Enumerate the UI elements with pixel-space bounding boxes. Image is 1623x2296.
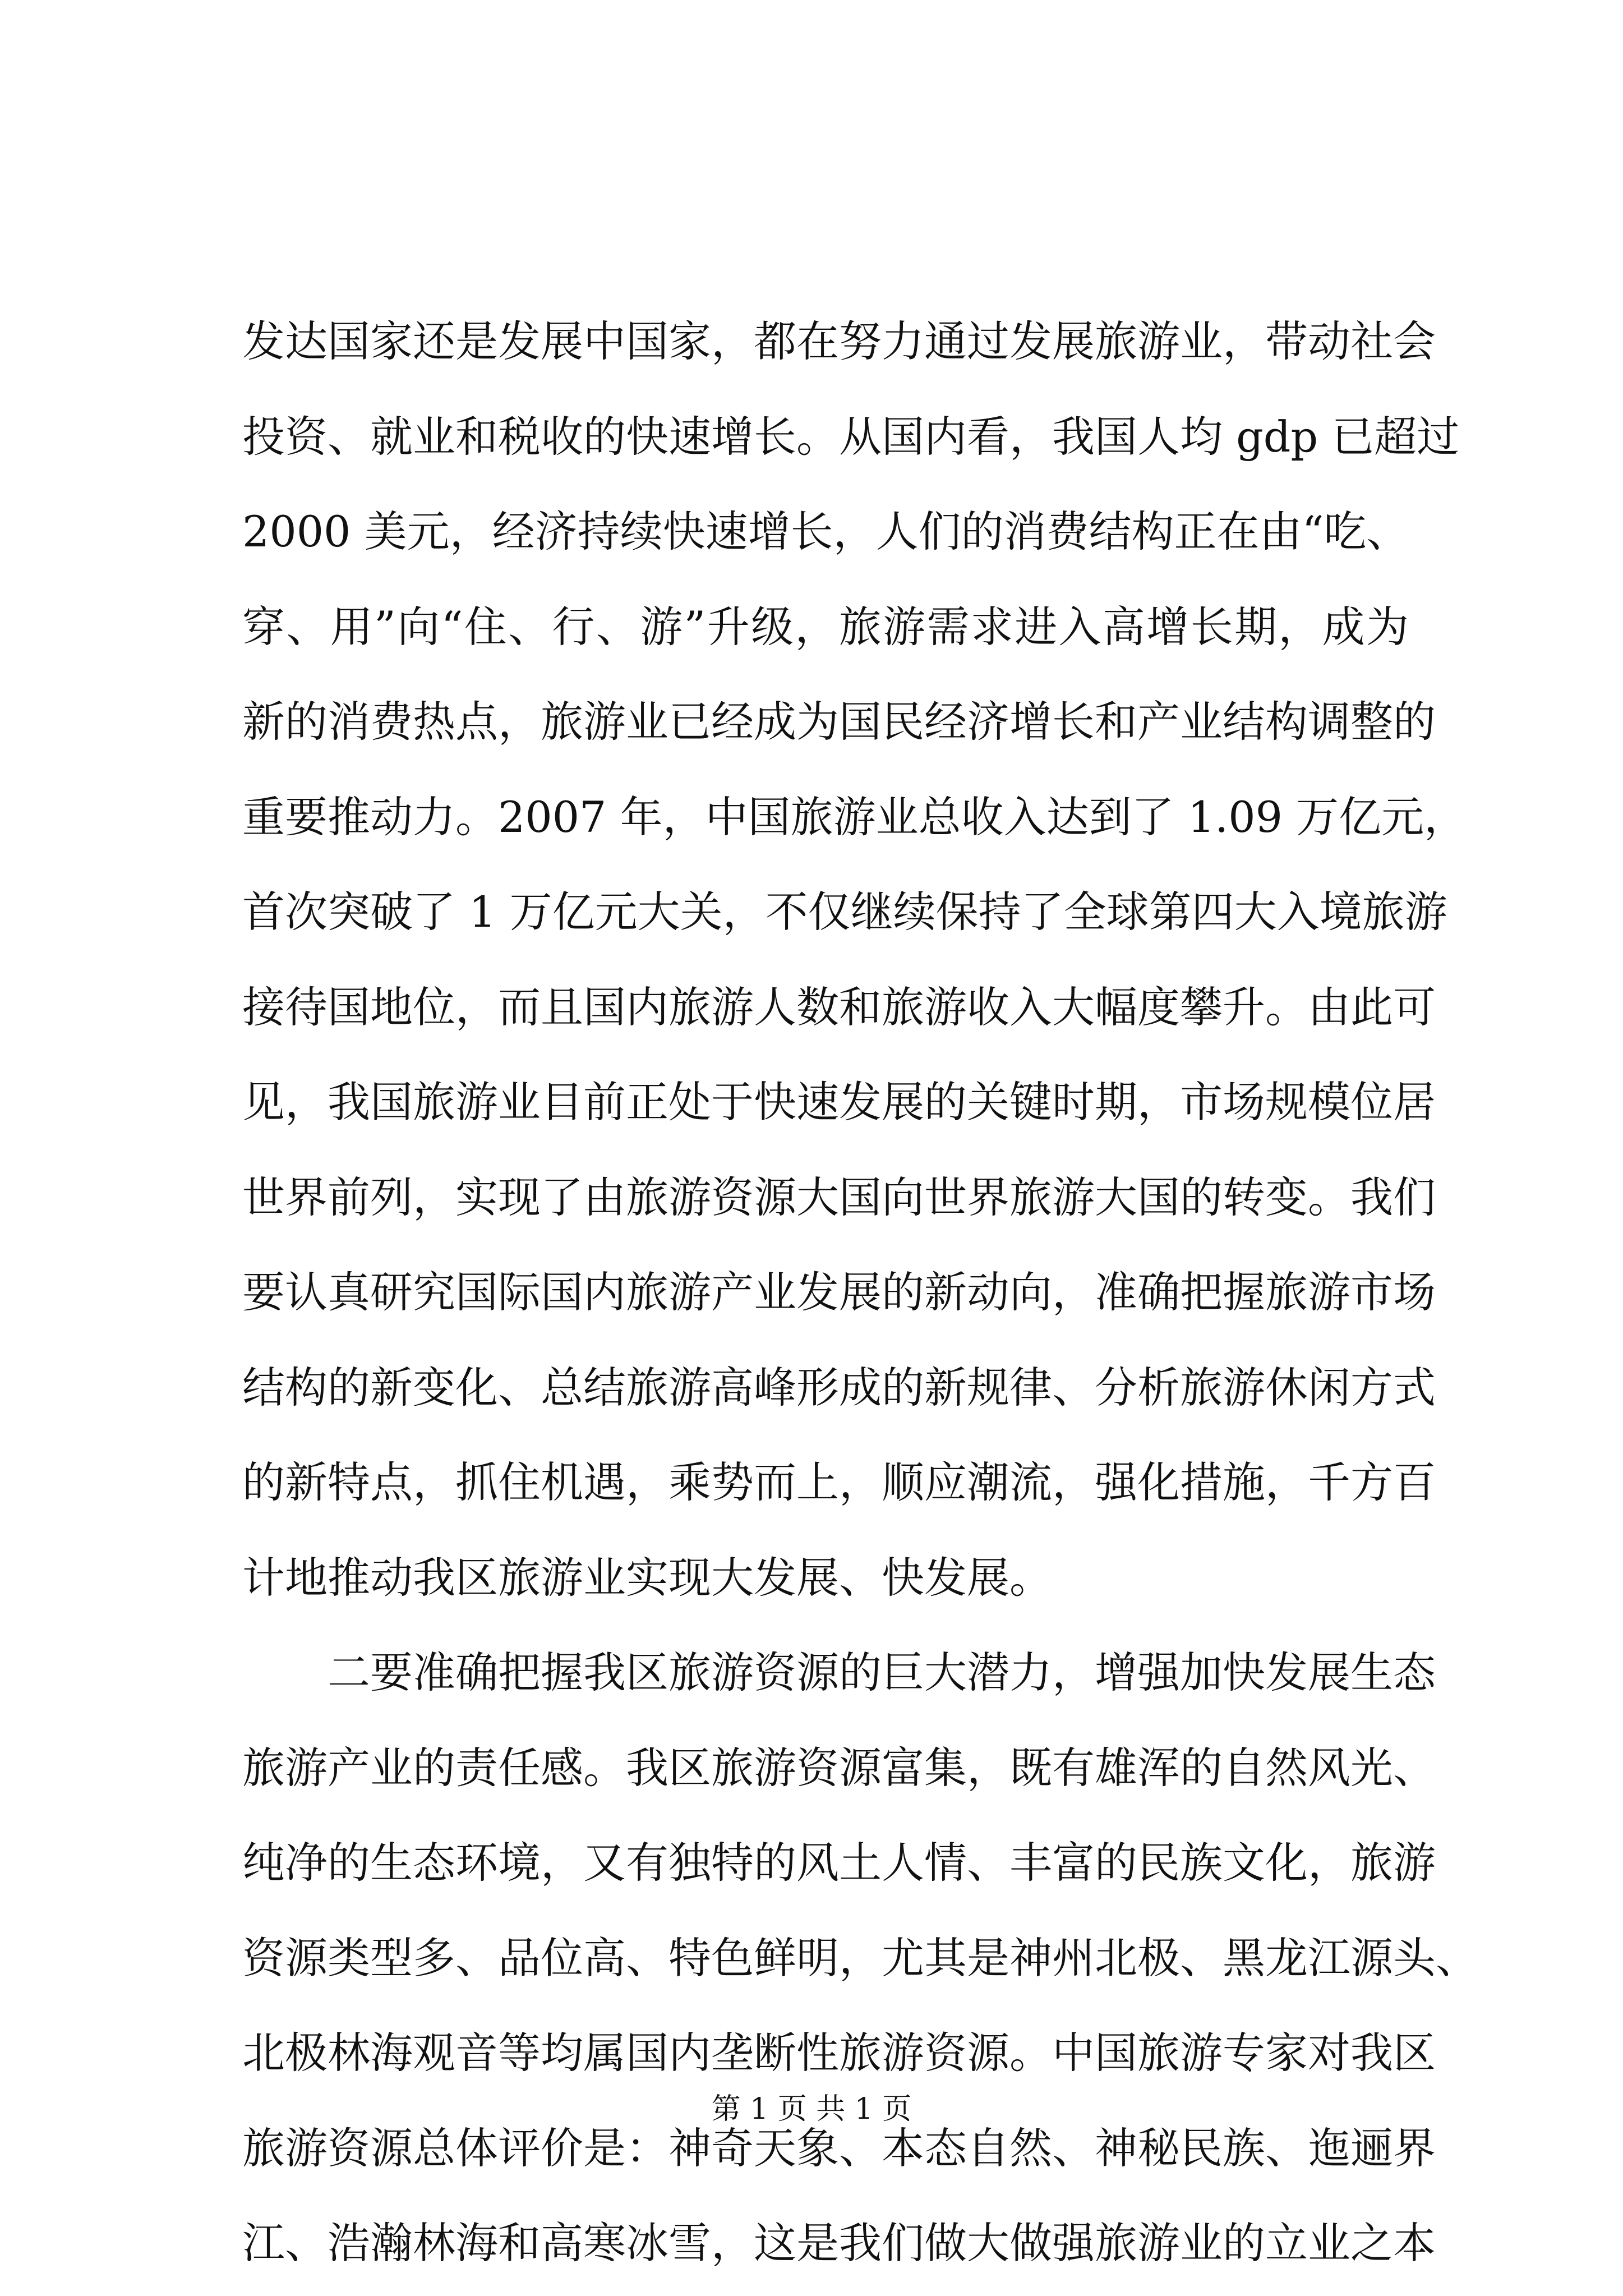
text-line: 见，我国旅游业目前正处于快速发展的关键时期，市场规模位居 (242, 1077, 1436, 1127)
text-line: 首次突破了 1 万亿元大关，不仅继续保持了全球第四大入境旅游 (242, 887, 1447, 937)
text-line: 结构的新变化、总结旅游高峰形成的新规律、分析旅游休闲方式 (242, 1362, 1436, 1412)
text-line: 投资、就业和税收的快速增长。从国内看，我国人均 gdp 已超过 (242, 411, 1460, 462)
text-line: 纯净的生态环境，又有独特的风土人情、丰富的民族文化，旅游 (242, 1838, 1436, 1888)
text-line: 计地推动我区旅游业实现大发展、快发展。 (242, 1552, 1052, 1603)
text-line: 穿、用”向“住、行、游”升级，旅游需求进入高增长期，成为 (242, 601, 1409, 652)
text-line: 江、浩瀚林海和高寒冰雪，这是我们做大做强旅游业的立业之本 (242, 2218, 1436, 2268)
page-footer (0, 2090, 1623, 2129)
text-line: 要认真研究国际国内旅游产业发展的新动向，准确把握旅游市场 (242, 1267, 1436, 1317)
page-number: 第 1 页 共 1 页 (711, 2092, 912, 2126)
body-text (242, 294, 1478, 2291)
text-line: 世界前列，实现了由旅游资源大国向世界旅游大国的转变。我们 (242, 1172, 1436, 1222)
text-line: 旅游资源总体评价是：神奇天象、本态自然、神秘民族、迤逦界 (242, 2123, 1436, 2173)
text-line: 重要推动力。2007 年，中国旅游业总收入达到了 1.09 万亿元， (242, 792, 1467, 842)
text-line: 的新特点，抓住机遇，乘势而上，顺应潮流，强化措施，千方百 (242, 1457, 1436, 1507)
text-line: 发达国家还是发展中国家，都在努力通过发展旅游业，带动社会 (242, 316, 1436, 366)
text-line: 北极林海观音等均属国内垄断性旅游资源。中国旅游专家对我区 (242, 2028, 1436, 2078)
text-line: 接待国地位，而且国内旅游人数和旅游收入大幅度攀升。由此可 (242, 982, 1436, 1032)
text-line: 二要准确把握我区旅游资源的巨大潜力，增强加快发展生态 (328, 1648, 1436, 1697)
text-line: 新的消费热点，旅游业已经成为国民经济增长和产业结构调整的 (242, 697, 1436, 747)
text-line: 2000 美元，经济持续快速增长，人们的消费结构正在由“吃、 (242, 507, 1409, 556)
text-line: 旅游产业的责任感。我区旅游资源富集，既有雄浑的自然风光、 (242, 1742, 1436, 1793)
text-line: 资源类型多、品位高、特色鲜明，尤其是神州北极、黑龙江源头、 (242, 1932, 1478, 1983)
